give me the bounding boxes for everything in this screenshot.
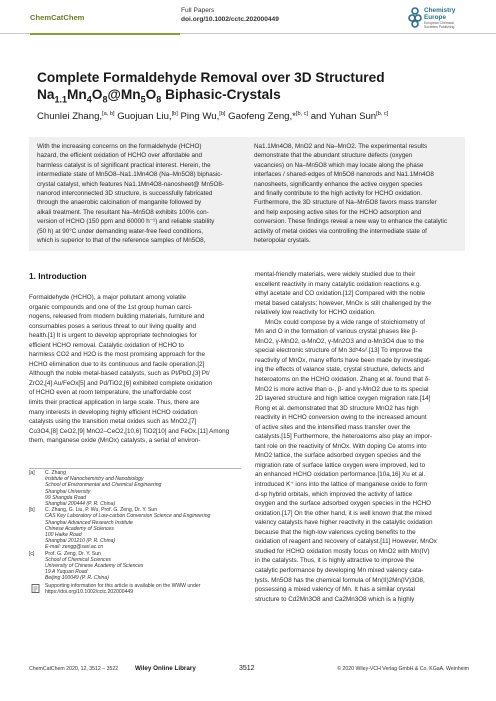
body-line: limits their practical application in large scale. Thus, there are [29, 399, 200, 407]
page-number: 3512 [239, 665, 255, 672]
body-line: reactivity in HCHO conversion owing to the increased amount [255, 414, 427, 422]
abstract-line: conversion. These findings reveal a new way to enhance the catalytic [254, 218, 448, 226]
abstract-line: demonstrate that the abundant structure defects (oxygen [254, 152, 413, 160]
body-line: catalysts.[15] Furthermore, the heteroatoms also play an impor- [255, 433, 433, 441]
body-line: valency catalysts have higher reactivity in the catalytic oxidation [255, 519, 433, 527]
supporting-info-link[interactable]: https://doi.org/10.1002/cctc.202000449 [45, 588, 134, 595]
citation: ChemCatChem 2020, 12, 3512 – 3522 [29, 666, 119, 672]
chemistry-europe-logo-icon [408, 6, 422, 28]
body-line: migration rate of surface lattice oxygen were improved, led to [255, 461, 426, 469]
body-line: MnO2 lattice, the surface adsorbed oxygen species and the [255, 452, 421, 460]
body-line: mental-friendly materials, were widely studied due to their [255, 271, 416, 278]
body-line: in the catalysts. Thus, it is highly attractive to improve the [255, 557, 415, 565]
body-line: them, manganese oxide (MnOx) catalysts, a serial of environ- [29, 437, 201, 445]
body-line: metal based catalysts; however, MnOx is still challenged by the [255, 299, 432, 307]
body-line: MnO2 is more active than α-, β- and γ-MnO2 due to its special [255, 385, 429, 393]
abstract-line: crystal catalyst, which features Na1.1Mn4O8-nanosheet@ Mn5O8- [37, 180, 224, 188]
body-line: introduced K⁺ ions into the lattice of manganese oxide to form [255, 481, 428, 489]
publisher-logo [408, 4, 476, 32]
body-line: of active sites and the intensified mass transfer over the [255, 423, 411, 431]
body-line: excellent reactivity in many catalytic oxidation reactions e.g. [255, 280, 422, 288]
body-line: ZrO2,[4] Au/FeOx[5] and Pd/TiO2,[6] exhibited complete oxidation [29, 379, 213, 387]
abstract-line: interfaces / shared-edges of Mn5O8 nanorods and Na1.1Mn4O8 [254, 171, 434, 179]
body-line: MnOx could compose by a wide range of stoichiometry of [265, 318, 425, 326]
abstract-line: alkali treatment. The resultant Na–Mn5O8 exhibits 100% con- [37, 208, 209, 216]
abstract-line: Na1.1Mn4O8, MnO2 and Na–MnO2. The experimental results [254, 143, 428, 150]
email-link[interactable]: E-mail: zengg@sari.ac.cn [45, 544, 104, 551]
body-line: tant role on the reactivity of MnOx. With doping Ce atoms into [255, 442, 427, 450]
body-line: consumables poses a serious threat to our living quality and [29, 322, 196, 330]
abstract-line: Furthermore, the 3D structure of Na–Mn5O8 favors mass transfer [254, 199, 437, 207]
journal-rule [30, 33, 180, 35]
body-line: catalysts using the transition metal oxides such as MnO2,[7] [29, 418, 197, 426]
body-line: Co3O4,[8] CeO2,[9] MnO2–CeO2,[10,6] TiO2[10] and FeOx.[11] Among [29, 427, 230, 435]
body-line: oxidation of reagent and recovery of catalyst.[11] However, MnOx [255, 538, 437, 546]
affiliation-tag: [a] [29, 470, 35, 476]
abstract-line: nanosheets, significantly enhance the active oxygen species [254, 180, 423, 188]
body-line: heteroatoms on the HCHO oxidation. Zhang et al. found that δ- [255, 376, 431, 384]
body-line: d-sp hybrid orbitals, which improved the activity of lattice [255, 490, 413, 498]
body-line: special electronic structure of Mn 3d⁵4s².[13] To improve the [255, 347, 423, 355]
abstract-line: through the anaerobic calcination of manganite followed by [37, 199, 202, 207]
body-line: relatively low reactivity for HCHO oxidation. [255, 309, 376, 317]
body-line: efficient HCHO removal. Catalytic oxidation of HCHO to [29, 341, 184, 349]
abstract-right-column [254, 142, 459, 245]
document-icon [31, 584, 40, 593]
body-line: an enhanced HCHO oxidation performance.[10a,16] Xu et al. [255, 471, 426, 479]
abstract-line: (50 h) at 90°C under demanding water-free feed conditions, [37, 227, 203, 235]
body-line: catalytic performance by developing Mn mixed valency cata- [255, 566, 424, 574]
body-line: lysts. Mn5O8 has the chemical formula of Mn(II)2Mn(IV)3O8, [255, 576, 425, 584]
affiliation-b: [b] C. Zhang, G. Liu, P. Wu, Prof. G. Zeng, Dr. Y. Sun CAS Key Laboratory of Low-carbon Conversion Science and Engineering Shanghai Advanced Research Institute Chinese Academy of Sciences 100 Haike Road Shanghai 201210 (P. R. China) E-mail: zengg@sari.ac.cn [29, 507, 241, 550]
body-line: possessing a mixed valency of Mn. It has a similar crystal [255, 586, 415, 594]
body-line: structure to Cd2Mn3O8 and Ca2Mn3O8 which is a highly [255, 595, 415, 603]
abstract-line: version of HCHO (150 ppm and 60000 h⁻¹) and reliable stability [37, 218, 215, 226]
body-line: Although the noble metal-based catalysts, such as Pt/PbO,[3] Pt/ [29, 370, 210, 378]
body-line: Mn and O in the formation of various crystal phases like β- [255, 328, 418, 336]
abstract-line: harmless catalyst is of significant practical interest. Herein, the [37, 161, 211, 169]
paper-type: Full Papers [181, 7, 215, 14]
affiliation-tag: [b] [29, 507, 35, 514]
body-line: Formaldehyde (HCHO), a major pollutant among volatile [29, 294, 187, 301]
article-title: Complete Formaldehyde Removal over 3D Structured $Na_{1.1}Mn_4O_8@Mn_5O_8$ Biphasic-Crystals [37, 70, 385, 105]
section-heading: 1. Introduction [29, 271, 87, 281]
journal-name: ChemCatChem [30, 13, 85, 22]
abstract-line: nanorod interconnected 3D structure, is successfully fabricated [37, 190, 213, 198]
body-line: oxidation.[17] On the other hand, it is well known that the mixed [255, 509, 432, 517]
body-line: ethyl acetate and CO oxidation.[12] Compared with the noble [255, 290, 426, 298]
body-line: Rong et al. demonstrated that 3D structure MnO2 has high [255, 404, 419, 412]
body-line: nogens, released from modern building materials, furniture and [29, 313, 205, 321]
body-right-column [255, 270, 467, 604]
abstract-line: heteropolar crystals. [254, 237, 311, 245]
copyright: © 2020 Wiley-VCH Verlag GmbH & Co. KGaA, Weinheim [337, 666, 469, 672]
supporting-information: Supporting information for this article is available on the WWW under https://doi.org/10.1002/cctc.202000449 [29, 583, 241, 595]
body-line: reactivity of MnOx, many efforts have been made by investigat- [255, 356, 431, 364]
affiliations [29, 470, 241, 595]
abstract-line: intermediate state of Mn5O8–Na1.1Mn4O8 (Na–Mn5O8) biphasic- [37, 171, 223, 179]
body-line: harmless CO2 and H2O is the most promising approach for the [29, 351, 206, 359]
abstract-box [29, 137, 465, 251]
abstract-line: hazard, the efficient oxidation of HCHO over affordable and [37, 152, 202, 160]
body-line: of HCHO even at room temperature, the unaffordable cost [29, 389, 191, 397]
body-line: oxygen and the surface adsorbed oxygen species in the HCHO [255, 500, 432, 508]
affiliation-c: [c] Prof. G. Zeng, Dr. Y. Sun School of Chemical Sciences University of Chinese Academy of Sciences 19 A Yuquan Road Beijing 100049 (P. R. China) [29, 550, 144, 582]
affiliation-tag: [c] [29, 550, 35, 557]
body-line: HCHO elimination due to its continuous and facile operation.[2] [29, 360, 205, 368]
body-line: 2D layered structure and high lattice oxygen migration rate.[14] [255, 395, 431, 403]
page-header [0, 0, 496, 34]
body-line: because that the high-low valences cycling benefits to the [255, 528, 416, 536]
abstract-line: which is superior to that of the reference samples of Mn5O8, [37, 237, 206, 245]
abstract-line: activity of metal oxides via controlling the intermediate state of [254, 227, 427, 235]
abstract-line: vacancies) on Na–Mn5O8 which may locate along the phase [254, 161, 424, 169]
abstract-line: With the increasing concerns on the formaldehyde (HCHO) [37, 143, 202, 150]
footnote-rule [29, 468, 241, 469]
body-line: many interests in developing highly efficient HCHO oxidation [29, 408, 198, 416]
abstract-line: and finally contribute to the high activity for HCHO oxidation. [254, 190, 423, 198]
body-line: health.[1] It is urgent to develop appropriate technologies for [29, 332, 197, 340]
wiley-online-library-link[interactable]: Wiley Online Library [135, 665, 196, 672]
page-footer [29, 663, 469, 673]
doi-link[interactable]: doi.org/10.1002/cctc.202000449 [181, 16, 279, 23]
body-left-column [29, 293, 241, 446]
affiliation-a: [a] C. Zhang Institute of Nanochemistry and Nanobiology School of Environmental and Chemical Engineering Shanghai University 99 Shangda Road Shanghai 200444 (P. R. China) [29, 470, 162, 508]
body-line: ing the effects of valance state, crystal structure, defects and [255, 366, 424, 374]
abstract-line: and help exposing active sites for the HCHO adsorption and [254, 208, 422, 216]
logo-name: Chemistry Europe [424, 7, 456, 21]
abstract-left-column [37, 142, 243, 245]
author-list: Chunlei Zhang,[a, b] Guojuan Liu,[b] Ping Wu,[b] Gaofeng Zeng,*[b, c] and Yuhan Sun[b, c] [37, 111, 389, 123]
logo-subtitle: European Chemical Societies Publishing [424, 21, 455, 29]
body-line: organic compounds and one of the 1st group human carci- [29, 303, 193, 311]
body-line: studied for HCHO oxidation mostly focus on MnO2 with Mn(IV) [255, 547, 430, 555]
body-line: MnO2, γ-MnO2, α-MnO2, γ-Mn2O3 and α-Mn3O4 due to the [255, 337, 424, 345]
